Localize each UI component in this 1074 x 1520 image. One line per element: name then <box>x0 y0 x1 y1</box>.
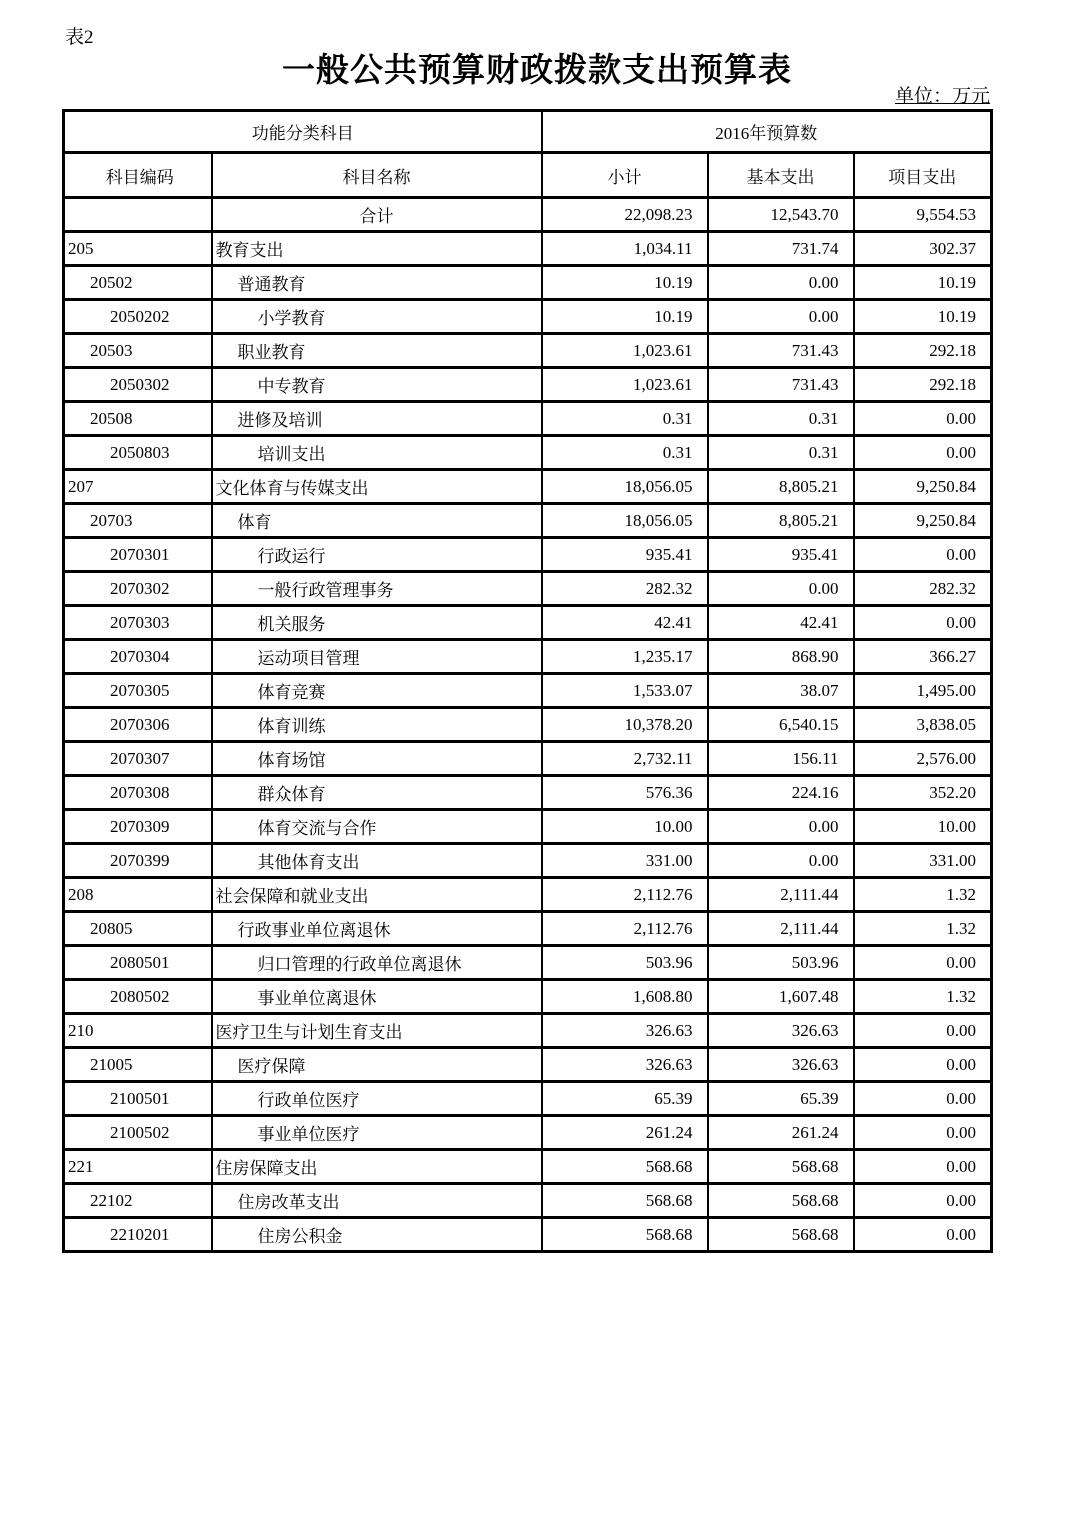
cell-subject-name: 体育训练 <box>212 708 542 742</box>
cell-subject-code: 2100501 <box>64 1082 212 1116</box>
cell-subtotal: 568.68 <box>542 1150 708 1184</box>
cell-project-expenditure: 292.18 <box>854 368 992 402</box>
cell-project-expenditure: 0.00 <box>854 1218 992 1252</box>
cell-project-expenditure: 0.00 <box>854 1082 992 1116</box>
table-row <box>64 776 992 810</box>
cell-subject-name: 培训支出 <box>212 436 542 470</box>
cell-basic-expenditure: 503.96 <box>708 946 854 980</box>
table-row <box>64 1082 992 1116</box>
cell-subject-code: 2080501 <box>64 946 212 980</box>
cell-subject-code: 20503 <box>64 334 212 368</box>
cell-project-expenditure: 10.19 <box>854 266 992 300</box>
table-row <box>64 368 992 402</box>
cell-subtotal: 10.00 <box>542 810 708 844</box>
cell-subject-name: 合计 <box>212 198 542 232</box>
cell-subject-code: 2070308 <box>64 776 212 810</box>
cell-subtotal: 1,023.61 <box>542 368 708 402</box>
cell-subject-name: 住房保障支出 <box>212 1150 542 1184</box>
cell-subtotal: 0.31 <box>542 402 708 436</box>
cell-subject-name: 归口管理的行政单位离退休 <box>212 946 542 980</box>
table-row <box>64 1218 992 1252</box>
cell-subtotal: 1,023.61 <box>542 334 708 368</box>
table-row <box>64 266 992 300</box>
cell-project-expenditure: 0.00 <box>854 538 992 572</box>
cell-project-expenditure: 282.32 <box>854 572 992 606</box>
table-row <box>64 946 992 980</box>
table-row <box>64 912 992 946</box>
cell-subtotal: 576.36 <box>542 776 708 810</box>
cell-subtotal: 0.31 <box>542 436 708 470</box>
cell-subtotal: 1,608.80 <box>542 980 708 1014</box>
table-row <box>64 1150 992 1184</box>
cell-subject-name: 中专教育 <box>212 368 542 402</box>
cell-project-expenditure: 0.00 <box>854 1014 992 1048</box>
cell-project-expenditure: 10.00 <box>854 810 992 844</box>
cell-subject-code: 2080502 <box>64 980 212 1014</box>
table-row <box>64 402 992 436</box>
cell-basic-expenditure: 568.68 <box>708 1150 854 1184</box>
table-row <box>64 708 992 742</box>
unit-note-text: 单位：万元 <box>894 86 990 107</box>
cell-basic-expenditure: 38.07 <box>708 674 854 708</box>
cell-subject-code: 2070303 <box>64 606 212 640</box>
cell-basic-expenditure: 261.24 <box>708 1116 854 1150</box>
unit-note <box>62 81 990 108</box>
page-title: 一般公共预算财政拨款支出预算表 <box>282 53 792 89</box>
cell-basic-expenditure: 568.68 <box>708 1218 854 1252</box>
cell-subject-name: 小学教育 <box>212 300 542 334</box>
cell-subject-name: 行政运行 <box>212 538 542 572</box>
cell-subtotal: 1,235.17 <box>542 640 708 674</box>
cell-subject-name: 体育场馆 <box>212 742 542 776</box>
cell-basic-expenditure: 326.63 <box>708 1014 854 1048</box>
cell-project-expenditure: 0.00 <box>854 1048 992 1082</box>
cell-subject-name: 职业教育 <box>212 334 542 368</box>
table-row <box>64 470 992 504</box>
cell-subject-name: 体育 <box>212 504 542 538</box>
cell-subtotal: 10.19 <box>542 300 708 334</box>
table-body <box>64 198 992 1252</box>
table-row <box>64 300 992 334</box>
cell-basic-expenditure: 0.00 <box>708 266 854 300</box>
cell-project-expenditure: 0.00 <box>854 1116 992 1150</box>
cell-project-expenditure: 1,495.00 <box>854 674 992 708</box>
cell-basic-expenditure: 0.31 <box>708 436 854 470</box>
header-subtotal: 小计 <box>542 153 708 198</box>
cell-project-expenditure: 9,250.84 <box>854 470 992 504</box>
cell-basic-expenditure: 65.39 <box>708 1082 854 1116</box>
cell-basic-expenditure: 0.00 <box>708 810 854 844</box>
cell-basic-expenditure: 868.90 <box>708 640 854 674</box>
cell-subject-code: 20502 <box>64 266 212 300</box>
cell-subject-name: 体育竞赛 <box>212 674 542 708</box>
cell-project-expenditure: 1.32 <box>854 878 992 912</box>
cell-basic-expenditure: 0.00 <box>708 572 854 606</box>
cell-subtotal: 568.68 <box>542 1218 708 1252</box>
cell-basic-expenditure: 8,805.21 <box>708 504 854 538</box>
cell-project-expenditure: 302.37 <box>854 232 992 266</box>
header-budget-year: 2016年预算数 <box>542 111 992 153</box>
table-row <box>64 674 992 708</box>
header-project-expenditure: 项目支出 <box>854 153 992 198</box>
cell-subtotal: 2,112.76 <box>542 912 708 946</box>
cell-project-expenditure: 352.20 <box>854 776 992 810</box>
cell-subject-code: 2070301 <box>64 538 212 572</box>
table-row <box>64 640 992 674</box>
cell-project-expenditure: 1.32 <box>854 980 992 1014</box>
cell-basic-expenditure: 12,543.70 <box>708 198 854 232</box>
cell-subtotal: 22,098.23 <box>542 198 708 232</box>
table-row <box>64 1116 992 1150</box>
cell-project-expenditure: 331.00 <box>854 844 992 878</box>
cell-subtotal: 42.41 <box>542 606 708 640</box>
cell-basic-expenditure: 0.00 <box>708 300 854 334</box>
cell-project-expenditure: 1.32 <box>854 912 992 946</box>
cell-subject-name: 住房公积金 <box>212 1218 542 1252</box>
cell-subject-name: 进修及培训 <box>212 402 542 436</box>
cell-subject-code: 2210201 <box>64 1218 212 1252</box>
cell-subject-name: 一般行政管理事务 <box>212 572 542 606</box>
cell-subject-code: 2050302 <box>64 368 212 402</box>
cell-subtotal: 65.39 <box>542 1082 708 1116</box>
header-basic-expenditure: 基本支出 <box>708 153 854 198</box>
cell-project-expenditure: 3,838.05 <box>854 708 992 742</box>
cell-subject-code: 221 <box>64 1150 212 1184</box>
cell-basic-expenditure: 6,540.15 <box>708 708 854 742</box>
cell-subject-code: 208 <box>64 878 212 912</box>
cell-subject-code: 2070306 <box>64 708 212 742</box>
cell-subtotal: 326.63 <box>542 1048 708 1082</box>
table-row <box>64 980 992 1014</box>
cell-subject-code: 21005 <box>64 1048 212 1082</box>
cell-basic-expenditure: 731.74 <box>708 232 854 266</box>
cell-basic-expenditure: 1,607.48 <box>708 980 854 1014</box>
cell-subject-name: 医疗保障 <box>212 1048 542 1082</box>
cell-basic-expenditure: 156.11 <box>708 742 854 776</box>
cell-subject-code: 2070309 <box>64 810 212 844</box>
cell-subject-code: 2070304 <box>64 640 212 674</box>
cell-subject-code: 2070399 <box>64 844 212 878</box>
cell-subtotal: 568.68 <box>542 1184 708 1218</box>
cell-basic-expenditure: 568.68 <box>708 1184 854 1218</box>
cell-subject-name: 体育交流与合作 <box>212 810 542 844</box>
cell-subject-code: 22102 <box>64 1184 212 1218</box>
cell-subtotal: 1,533.07 <box>542 674 708 708</box>
cell-basic-expenditure: 2,111.44 <box>708 912 854 946</box>
table-number-label: 表2 <box>65 27 94 48</box>
cell-project-expenditure: 0.00 <box>854 436 992 470</box>
cell-project-expenditure: 0.00 <box>854 946 992 980</box>
cell-basic-expenditure: 8,805.21 <box>708 470 854 504</box>
cell-subject-code: 2070307 <box>64 742 212 776</box>
cell-subject-code: 210 <box>64 1014 212 1048</box>
cell-basic-expenditure: 731.43 <box>708 334 854 368</box>
cell-subject-code: 207 <box>64 470 212 504</box>
cell-subtotal: 10.19 <box>542 266 708 300</box>
cell-subtotal: 2,112.76 <box>542 878 708 912</box>
cell-subject-name: 机关服务 <box>212 606 542 640</box>
cell-subject-code: 20508 <box>64 402 212 436</box>
cell-basic-expenditure: 2,111.44 <box>708 878 854 912</box>
cell-subject-code: 2050803 <box>64 436 212 470</box>
cell-subject-code: 20703 <box>64 504 212 538</box>
cell-subject-code: 2050202 <box>64 300 212 334</box>
cell-subject-code: 20805 <box>64 912 212 946</box>
cell-subject-name: 事业单位医疗 <box>212 1116 542 1150</box>
table-row <box>64 606 992 640</box>
header-row-groups <box>64 111 992 153</box>
cell-subject-name: 行政单位医疗 <box>212 1082 542 1116</box>
cell-basic-expenditure: 0.31 <box>708 402 854 436</box>
cell-project-expenditure: 0.00 <box>854 402 992 436</box>
cell-subject-code: 2100502 <box>64 1116 212 1150</box>
cell-subject-name: 医疗卫生与计划生育支出 <box>212 1014 542 1048</box>
table-row <box>64 198 992 232</box>
cell-subject-name: 行政事业单位离退休 <box>212 912 542 946</box>
header-row-columns <box>64 153 992 198</box>
cell-project-expenditure: 2,576.00 <box>854 742 992 776</box>
cell-project-expenditure: 0.00 <box>854 1150 992 1184</box>
cell-subject-name: 教育支出 <box>212 232 542 266</box>
table-header <box>64 111 992 198</box>
cell-project-expenditure: 9,250.84 <box>854 504 992 538</box>
table-row <box>64 504 992 538</box>
cell-subtotal: 935.41 <box>542 538 708 572</box>
table-row <box>64 1184 992 1218</box>
cell-subject-code: 205 <box>64 232 212 266</box>
cell-subtotal: 261.24 <box>542 1116 708 1150</box>
cell-basic-expenditure: 42.41 <box>708 606 854 640</box>
cell-basic-expenditure: 224.16 <box>708 776 854 810</box>
cell-subtotal: 2,732.11 <box>542 742 708 776</box>
cell-subject-name: 文化体育与传媒支出 <box>212 470 542 504</box>
header-function-category: 功能分类科目 <box>64 111 542 153</box>
cell-subject-name: 运动项目管理 <box>212 640 542 674</box>
cell-subtotal: 282.32 <box>542 572 708 606</box>
cell-subtotal: 10,378.20 <box>542 708 708 742</box>
cell-basic-expenditure: 935.41 <box>708 538 854 572</box>
table-row <box>64 844 992 878</box>
cell-project-expenditure: 0.00 <box>854 606 992 640</box>
table-row <box>64 538 992 572</box>
cell-subtotal: 331.00 <box>542 844 708 878</box>
cell-subtotal: 18,056.05 <box>542 504 708 538</box>
table-row <box>64 878 992 912</box>
header-subject-code: 科目编码 <box>64 153 212 198</box>
cell-subtotal: 503.96 <box>542 946 708 980</box>
cell-project-expenditure: 9,554.53 <box>854 198 992 232</box>
table-row <box>64 1048 992 1082</box>
cell-subject-name: 其他体育支出 <box>212 844 542 878</box>
cell-project-expenditure: 0.00 <box>854 1184 992 1218</box>
table-row <box>64 334 992 368</box>
budget-table <box>62 109 993 1253</box>
cell-basic-expenditure: 326.63 <box>708 1048 854 1082</box>
cell-project-expenditure: 366.27 <box>854 640 992 674</box>
cell-project-expenditure: 292.18 <box>854 334 992 368</box>
cell-subtotal: 1,034.11 <box>542 232 708 266</box>
table-row <box>64 572 992 606</box>
table-row <box>64 742 992 776</box>
table-row <box>64 232 992 266</box>
table-row <box>64 1014 992 1048</box>
cell-basic-expenditure: 731.43 <box>708 368 854 402</box>
cell-subject-name: 事业单位离退休 <box>212 980 542 1014</box>
cell-subject-code <box>64 198 212 232</box>
cell-subject-code: 2070305 <box>64 674 212 708</box>
header-subject-name: 科目名称 <box>212 153 542 198</box>
cell-subject-name: 群众体育 <box>212 776 542 810</box>
cell-subject-name: 普通教育 <box>212 266 542 300</box>
cell-subtotal: 18,056.05 <box>542 470 708 504</box>
table-row <box>64 436 992 470</box>
cell-basic-expenditure: 0.00 <box>708 844 854 878</box>
cell-subject-name: 社会保障和就业支出 <box>212 878 542 912</box>
cell-project-expenditure: 10.19 <box>854 300 992 334</box>
cell-subtotal: 326.63 <box>542 1014 708 1048</box>
cell-subject-name: 住房改革支出 <box>212 1184 542 1218</box>
table-row <box>64 810 992 844</box>
cell-subject-code: 2070302 <box>64 572 212 606</box>
